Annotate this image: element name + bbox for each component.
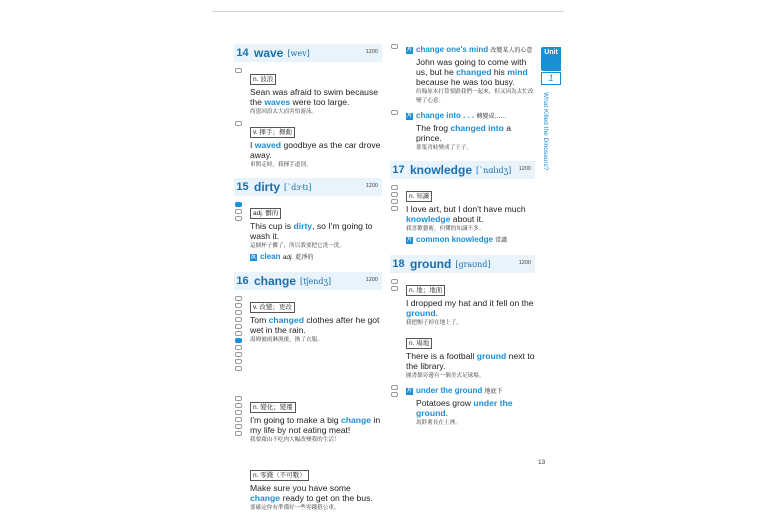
sense-markers [235, 68, 247, 75]
marker-icon [235, 296, 242, 301]
marker-icon [235, 331, 242, 336]
headword-highlight: changed into [450, 123, 504, 133]
marker-icon [235, 431, 242, 436]
phrase-line [406, 110, 535, 123]
phrase-text: change into . . . [416, 111, 475, 120]
entry-number: 15 [234, 178, 251, 196]
example-sentence: Tom changed clothes after he got wet in the rain. [250, 315, 380, 335]
entry-level: 1200 [518, 166, 531, 172]
part-of-speech: n. 波浪 [250, 74, 276, 85]
phrase-block [390, 385, 535, 428]
phrase-line [406, 385, 535, 398]
translation: 要確定你有準備好一些零錢搭公車。 [250, 505, 340, 511]
sense [390, 185, 535, 247]
part-of-speech: n. 知識 [406, 191, 432, 202]
entry-phonetic: [ˋdɝtɪ] [284, 182, 312, 192]
sense-markers [391, 110, 403, 117]
phrase-block [390, 110, 535, 153]
marker-icon [235, 202, 242, 207]
sense-markers [235, 202, 247, 223]
headword-highlight: waves [264, 97, 291, 107]
entry-word: wave [254, 46, 284, 60]
marker-icon [391, 286, 398, 291]
sense [234, 121, 382, 170]
marker-icon [235, 338, 242, 343]
example-sentence: I love art, but I don't have much knowledge about it. [406, 204, 526, 224]
headword-highlight: change [250, 493, 281, 503]
sense-markers [391, 44, 403, 51]
entry-number: 16 [234, 272, 251, 290]
marker-icon [235, 366, 242, 371]
entry-header-ground [390, 255, 535, 273]
entry-phonetic: [tʃendʒ] [300, 276, 332, 286]
marker-icon [235, 396, 242, 401]
unit-tab: Unit [541, 47, 561, 71]
sense-markers [391, 185, 403, 213]
sense-markers [235, 396, 247, 438]
phrase-text: change one's mind [416, 45, 489, 54]
translation: 馬鈴薯長在土裡。 [416, 420, 461, 426]
translation: 圖書館旁邊有一個美式足球場。 [406, 373, 485, 379]
headword-highlight: knowledge [406, 214, 451, 224]
phrase-translation: 地底下 [484, 389, 503, 395]
page-number: 13 [538, 459, 546, 466]
entry-number: 14 [234, 44, 251, 62]
part-of-speech: v. 揮手；揮動 [250, 127, 295, 138]
part-of-speech: n. 地；地面 [406, 285, 445, 296]
translation: 我把帽子掉在地上了。 [406, 320, 462, 326]
example-sentence: Make sure you have some change ready to get on the bus. [250, 483, 373, 503]
marker-icon [391, 185, 398, 190]
entry-word: change [254, 274, 297, 288]
marker-icon [235, 345, 242, 350]
entry-number: 17 [390, 161, 407, 179]
example-sentence: I'm going to make a big change in my life by not eating meat! [250, 415, 381, 435]
example-sentence: There is a football ground next to the library. [406, 351, 535, 371]
sense-markers [391, 385, 403, 399]
translation: 車開走時，我揮手道別。 [250, 162, 312, 168]
phrase-tag: 片 [407, 388, 413, 394]
side-title-text: What Killed the Dinosaurs? [542, 92, 549, 171]
antonym-translation: 乾淨的 [295, 255, 314, 261]
example-sentence: John was going to come with us, but he changed his mind because he was too busy. [416, 57, 528, 87]
sense [234, 202, 382, 264]
part-of-speech: n. 場地 [406, 338, 432, 349]
antonym-tag: 反 [251, 254, 257, 260]
phrase-translation: 常識 [495, 238, 508, 244]
marker-icon [391, 279, 398, 284]
sense-markers [235, 296, 247, 373]
phrase-translation: 轉變成…… [476, 114, 507, 120]
antonym-line [250, 251, 382, 264]
translation: 尚恩因浪太大而害怕游泳。 [250, 109, 318, 115]
example-sentence: This cup is dirty, so I'm going to wash it. [250, 221, 373, 241]
sense [234, 68, 382, 117]
phrase-text: common knowledge [416, 235, 493, 244]
left-column [234, 44, 382, 517]
marker-icon [235, 121, 242, 126]
marker-icon [391, 392, 398, 397]
marker-icon [235, 424, 242, 429]
marker-icon [235, 324, 242, 329]
marker-icon [391, 199, 398, 204]
translation: 我喜歡藝術，但懂的知識不多。 [406, 226, 485, 232]
marker-icon [235, 216, 242, 221]
marker-icon [391, 44, 398, 49]
headword-highlight: change [340, 415, 372, 425]
entry-level: 1200 [518, 260, 531, 266]
entry-header-knowledge [390, 161, 535, 179]
phrase-line [406, 44, 535, 57]
example-sentence: The frog changed into a prince. [416, 123, 512, 143]
marker-icon [235, 403, 242, 408]
entry-level: 1200 [365, 183, 378, 189]
entry-level: 1200 [365, 49, 378, 55]
side-title [538, 92, 564, 171]
entry-phonetic: [wev] [287, 48, 310, 58]
marker-icon [235, 209, 242, 214]
headword-highlight: changed [456, 67, 492, 77]
headword-highlight: changed [268, 315, 304, 325]
entry-word: knowledge [410, 163, 473, 177]
marker-icon [235, 317, 242, 322]
example-sentence: Sean was afraid to swim because the waves were too large. [250, 87, 379, 107]
marker-icon [391, 385, 398, 390]
marker-icon [235, 303, 242, 308]
marker-icon [235, 310, 242, 315]
entry-word: dirty [254, 180, 281, 194]
entry-header-dirty [234, 178, 382, 196]
entry-level: 1200 [365, 277, 378, 283]
marker-icon [235, 410, 242, 415]
phrase-block [390, 44, 535, 106]
unit-number: 1 [541, 72, 561, 85]
marker-icon [391, 110, 398, 115]
headword-highlight: ground [476, 351, 507, 361]
phrase-translation: 改變某人的心意 [490, 48, 533, 54]
translation: 這個杯子髒了，所以我要把它洗一洗。 [250, 243, 346, 249]
sense-markers [235, 121, 247, 128]
headword-highlight: dirty [293, 221, 313, 231]
example-sentence: I dropped my hat and it fell on the ground. [406, 298, 534, 318]
entry-phonetic: [ˋnɑlɪdʒ] [476, 165, 512, 175]
entry-header-wave [234, 44, 382, 62]
example-sentence: Potatoes grow under the ground. [416, 398, 513, 418]
phrase-tag: 片 [407, 47, 413, 53]
antonym-pos: adj. [282, 254, 294, 261]
page-top-rule [212, 11, 564, 12]
headword-highlight: mind [507, 67, 528, 77]
headword-highlight: ground [406, 308, 436, 318]
translation: 湯姆被雨淋濕後，換了衣服。 [250, 337, 323, 343]
phrase-tag: 片 [407, 113, 413, 119]
example-sentence: I waved goodbye as the car drove away. [250, 140, 381, 160]
sense [234, 464, 382, 513]
part-of-speech: n. 零錢（不可數） [250, 470, 309, 481]
entry-header-change [234, 272, 382, 290]
right-column [390, 44, 535, 432]
sense [390, 279, 535, 328]
sense [234, 396, 382, 460]
part-of-speech: n. 變化；變遷 [250, 402, 296, 413]
part-of-speech: adj. 髒的 [250, 208, 281, 219]
marker-icon [391, 192, 398, 197]
headword-highlight: waved [254, 140, 282, 150]
marker-icon [235, 352, 242, 357]
sense-markers [391, 279, 403, 293]
translation: 約翰原本打算要跟我們一起來，但又因為太忙改變了心意。 [416, 89, 534, 104]
headword-highlight: under the ground [416, 398, 513, 418]
phrase-tag: 片 [407, 237, 413, 243]
phrase-line [406, 234, 535, 247]
entry-word: ground [410, 257, 452, 271]
entry-phonetic: [graʊnd] [455, 259, 491, 269]
antonym-word: clean [260, 252, 281, 261]
marker-icon [235, 417, 242, 422]
phrase-text: under the ground [416, 386, 483, 395]
marker-icon [391, 206, 398, 211]
marker-icon [235, 359, 242, 364]
translation: 那隻青蛙變成了王子。 [416, 145, 472, 151]
entry-number: 18 [390, 255, 407, 273]
translation: 我要藉由不吃肉大幅改變我的生活！ [250, 437, 340, 443]
part-of-speech: v. 改變；更改 [250, 302, 295, 313]
sense [390, 332, 535, 381]
marker-icon [235, 68, 242, 73]
sense [234, 296, 382, 392]
